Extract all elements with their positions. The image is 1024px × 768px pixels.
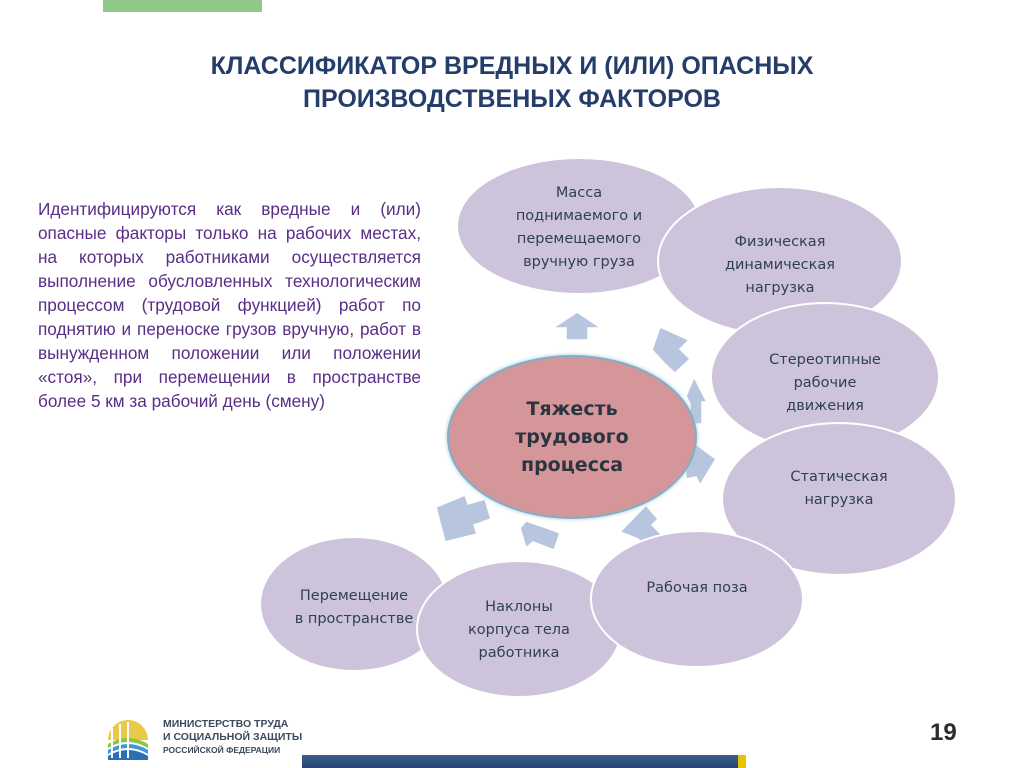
arrow-to-node-6	[520, 521, 560, 550]
org-line-2: И СОЦИАЛЬНОЙ ЗАЩИТЫ	[163, 731, 303, 743]
factor-node-2-label: Физическая динамическая нагрузка	[724, 234, 835, 296]
description-text: Идентифицируются как вредные и (или) опасные факторы только на рабочих местах, на которых работниками осуществляется выполнение обусловленных технологическим процессом (трудовой функцией) работ по поднятию и переноске грузов вручную, работ в вынужденном положении или положении «стоя», при перемещении в пространстве более 5 км за рабочий день (смену)	[38, 199, 421, 411]
center-node-label: Тяжесть трудового процесса	[515, 398, 629, 476]
factor-node-5-label: Рабочая поза	[646, 580, 748, 596]
ministry-logo	[104, 714, 152, 762]
factor-node-4-label: Статическая нагрузка	[790, 469, 888, 508]
factor-node-6	[416, 560, 622, 698]
page-number: 19	[930, 719, 957, 746]
factor-node-7	[259, 536, 449, 672]
factor-node-5	[590, 530, 804, 668]
factor-node-7-label: Перемещение в пространстве	[294, 588, 414, 627]
bottom-bar	[302, 755, 738, 768]
arrow-to-node-2	[652, 327, 690, 373]
factor-node-6-label: Наклоны корпуса тела работника	[468, 599, 570, 661]
arrow-to-node-1	[553, 312, 601, 340]
org-line-1: МИНИСТЕРСТВО ТРУДА	[163, 718, 289, 730]
slide-title-line-1: КЛАССИФИКАТОР ВРЕДНЫХ И (ИЛИ) ОПАСНЫХ	[210, 52, 814, 80]
bottom-bar-accent	[738, 755, 746, 768]
org-line-3: РОССИЙСКОЙ ФЕДЕРАЦИИ	[163, 745, 281, 755]
arrow-to-node-7	[436, 495, 491, 542]
center-node	[447, 355, 697, 519]
factor-node-3-label: Стереотипные рабочие движения	[769, 352, 881, 414]
slide-title-line-2: ПРОИЗВОДСТВЕНЫХ ФАКТОРОВ	[303, 85, 721, 113]
factor-node-1-label: Масса поднимаемого и перемещаемого вручную груза	[515, 185, 643, 270]
organization-name	[163, 718, 302, 757]
